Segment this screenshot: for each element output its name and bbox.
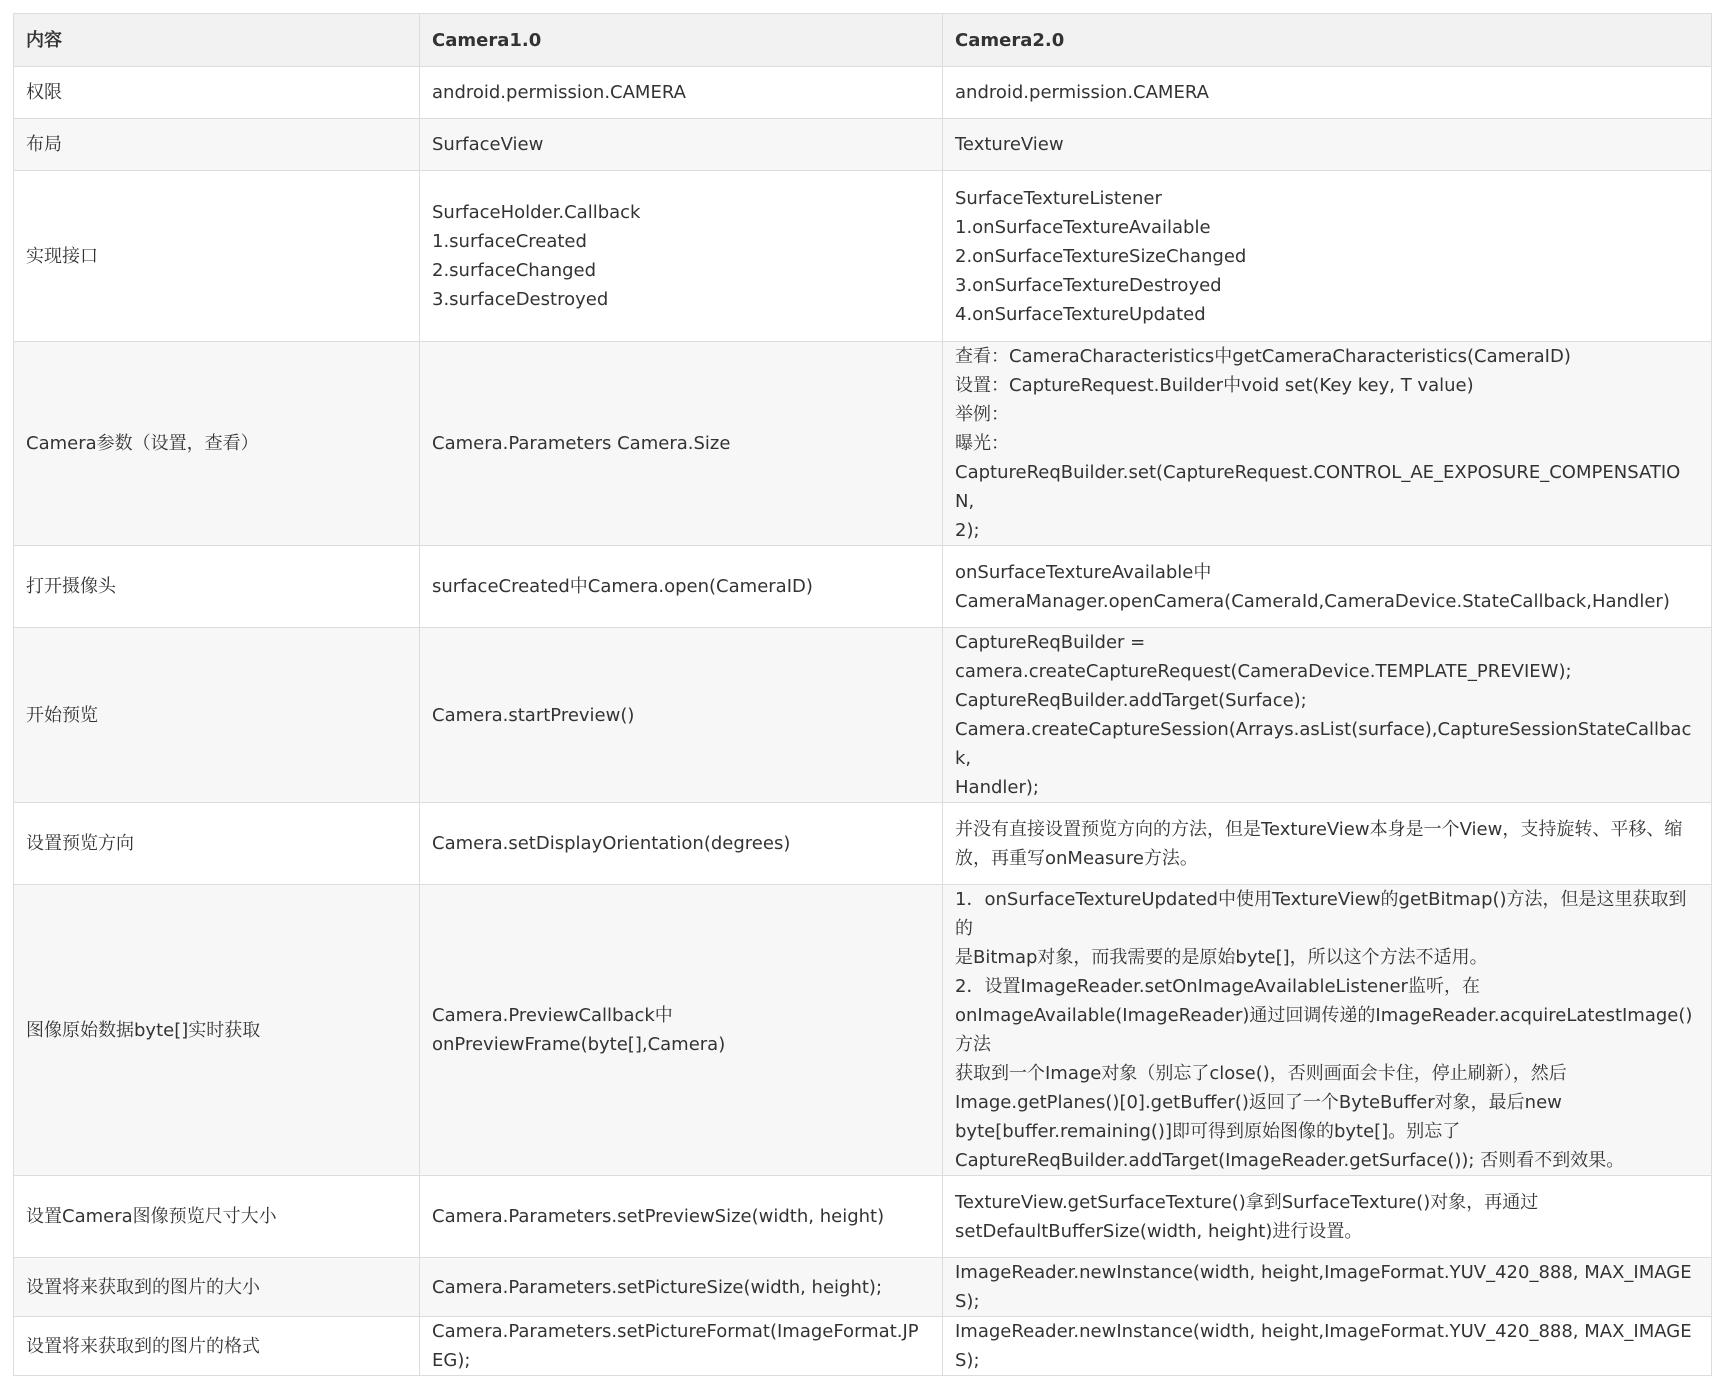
cell-line: 设置：CaptureRequest.Builder中void set(Key key, T value) <box>955 375 1474 396</box>
cell-line: 1．onSurfaceTextureUpdated中使用TextureView的getBitmap()方法，但是这里获取到的 <box>955 889 1687 939</box>
cell-line: Camera.Parameters.setPreviewSize(width, height) <box>432 1206 885 1227</box>
table-row <box>14 546 1712 628</box>
table-row <box>14 67 1712 119</box>
cell-line: CaptureReqBuilder.addTarget(ImageReader.getSurface()); 否则看不到效果。 <box>955 1150 1625 1171</box>
cell-line: surfaceCreated中Camera.open(CameraID) <box>432 576 813 597</box>
cell-line: onPreviewFrame(byte[],Camera) <box>432 1034 726 1055</box>
cell-feature: 设置将来获取到的图片的大小 <box>14 1258 420 1317</box>
cell-camera2 <box>943 885 1712 1176</box>
cell-line: Camera.Parameters Camera.Size <box>432 433 731 454</box>
cell-line: 3.surfaceDestroyed <box>432 289 609 310</box>
header-camera1: Camera1.0 <box>420 14 943 67</box>
cell-line: byte[buffer.remaining()]即可得到原始图像的byte[]。别忘了 <box>955 1121 1461 1142</box>
cell-camera1 <box>420 171 943 342</box>
cell-line: Camera.startPreview() <box>432 704 635 726</box>
camera-comparison-table <box>13 13 1712 1376</box>
cell-camera2 <box>943 67 1712 119</box>
cell-line: Camera.PreviewCallback中 <box>432 1005 673 1026</box>
cell-camera1 <box>420 119 943 171</box>
cell-line: 2.onSurfaceTextureSizeChanged <box>955 245 1247 267</box>
cell-camera1 <box>420 546 943 628</box>
cell-line: CameraManager.openCamera(CameraId,CameraDevice.StateCallback,Handler) <box>955 590 1670 612</box>
table-row <box>14 803 1712 885</box>
cell-feature: Camera参数（设置，查看） <box>14 342 420 546</box>
header-feature: 内容 <box>14 14 420 67</box>
cell-line: Camera.setDisplayOrientation(degrees) <box>432 833 791 854</box>
table-header-row <box>14 14 1712 67</box>
table-body <box>14 67 1712 1376</box>
cell-feature: 布局 <box>14 119 420 171</box>
cell-feature: 设置Camera图像预览尺寸大小 <box>14 1176 420 1258</box>
cell-line: 获取到一个Image对象（别忘了close()，否则画面会卡住，停止刷新），然后 <box>955 1063 1567 1084</box>
cell-feature: 设置将来获取到的图片的格式 <box>14 1317 420 1376</box>
table-row <box>14 342 1712 546</box>
cell-line: 1.onSurfaceTextureAvailable <box>955 216 1211 238</box>
header-camera2: Camera2.0 <box>943 14 1712 67</box>
cell-line: 4.onSurfaceTextureUpdated <box>955 303 1206 325</box>
cell-line: 2．设置ImageReader.setOnImageAvailableListener监听，在 <box>955 976 1480 997</box>
cell-line: TextureView <box>955 134 1064 155</box>
cell-camera2 <box>943 628 1712 803</box>
cell-feature: 实现接口 <box>14 171 420 342</box>
cell-line: ImageReader.newInstance(width, height,ImageFormat.YUV_420_888, MAX_IMAGES); <box>955 1321 1692 1371</box>
table-row <box>14 119 1712 171</box>
cell-line: SurfaceHolder.Callback <box>432 202 641 223</box>
cell-line: ImageReader.newInstance(width, height,ImageFormat.YUV_420_888, MAX_IMAGES); <box>955 1262 1692 1312</box>
table-row <box>14 628 1712 803</box>
cell-camera2 <box>943 342 1712 546</box>
cell-line: CaptureReqBuilder = <box>955 632 1146 653</box>
cell-line: 2.surfaceChanged <box>432 260 597 281</box>
cell-line: SurfaceView <box>432 134 544 155</box>
cell-camera1 <box>420 803 943 885</box>
table-row <box>14 1258 1712 1317</box>
cell-camera1 <box>420 1258 943 1317</box>
cell-line: 查看：CameraCharacteristics中getCameraCharacteristics(CameraID) <box>955 346 1571 367</box>
cell-feature: 打开摄像头 <box>14 546 420 628</box>
cell-camera1 <box>420 885 943 1176</box>
cell-camera1 <box>420 1317 943 1376</box>
cell-line: 是Bitmap对象，而我需要的是原始byte[]，所以这个方法不适用。 <box>955 947 1488 968</box>
cell-line: Camera.createCaptureSession(Arrays.asList(surface),CaptureSessionStateCallback, <box>955 719 1692 769</box>
cell-camera2 <box>943 171 1712 342</box>
cell-line: Camera.Parameters.setPictureSize(width, height); <box>432 1276 883 1298</box>
cell-camera2 <box>943 119 1712 171</box>
cell-camera1 <box>420 67 943 119</box>
cell-line: 并没有直接设置预览方向的方法，但是TextureView本身是一个View，支持旋转、平移、缩 <box>955 818 1683 840</box>
cell-feature: 开始预览 <box>14 628 420 803</box>
cell-line: setDefaultBufferSize(width, height)进行设置。 <box>955 1220 1363 1242</box>
cell-line: android.permission.CAMERA <box>955 82 1209 103</box>
cell-line: 曝光： <box>955 433 1009 454</box>
cell-line: Image.getPlanes()[0].getBuffer()返回了一个ByteBuffer对象，最后new <box>955 1092 1562 1113</box>
cell-line: camera.createCaptureRequest(CameraDevice.TEMPLATE_PREVIEW); <box>955 661 1572 682</box>
cell-feature: 权限 <box>14 67 420 119</box>
cell-line: onSurfaceTextureAvailable中 <box>955 561 1212 583</box>
cell-feature: 图像原始数据byte[]实时获取 <box>14 885 420 1176</box>
cell-camera1 <box>420 342 943 546</box>
cell-line: 1.surfaceCreated <box>432 231 587 252</box>
cell-line: Handler); <box>955 777 1039 798</box>
cell-camera2 <box>943 546 1712 628</box>
table-row <box>14 1317 1712 1376</box>
cell-line: 放，再重写onMeasure方法。 <box>955 847 1198 869</box>
cell-camera2 <box>943 1317 1712 1376</box>
cell-line: CaptureReqBuilder.addTarget(Surface); <box>955 690 1307 711</box>
cell-line: Camera.Parameters.setPictureFormat(ImageFormat.JPEG); <box>432 1321 919 1371</box>
table-row <box>14 171 1712 342</box>
cell-line: 2); <box>955 520 980 541</box>
cell-line: SurfaceTextureListener <box>955 187 1162 209</box>
cell-line: 3.onSurfaceTextureDestroyed <box>955 274 1222 296</box>
cell-line: 举例： <box>955 404 1009 425</box>
cell-feature: 设置预览方向 <box>14 803 420 885</box>
table-row <box>14 885 1712 1176</box>
table-row <box>14 1176 1712 1258</box>
cell-line: android.permission.CAMERA <box>432 82 686 103</box>
cell-camera2 <box>943 803 1712 885</box>
cell-camera2 <box>943 1176 1712 1258</box>
cell-camera1 <box>420 628 943 803</box>
cell-line: TextureView.getSurfaceTexture()拿到SurfaceTexture()对象，再通过 <box>955 1191 1539 1213</box>
cell-line: onImageAvailable(ImageReader)通过回调传递的ImageReader.acquireLatestImage()方法 <box>955 1005 1693 1055</box>
cell-line: CaptureReqBuilder.set(CaptureRequest.CONTROL_AE_EXPOSURE_COMPENSATION, <box>955 462 1681 512</box>
cell-camera2 <box>943 1258 1712 1317</box>
cell-camera1 <box>420 1176 943 1258</box>
comparison-table-container <box>13 13 1711 1376</box>
